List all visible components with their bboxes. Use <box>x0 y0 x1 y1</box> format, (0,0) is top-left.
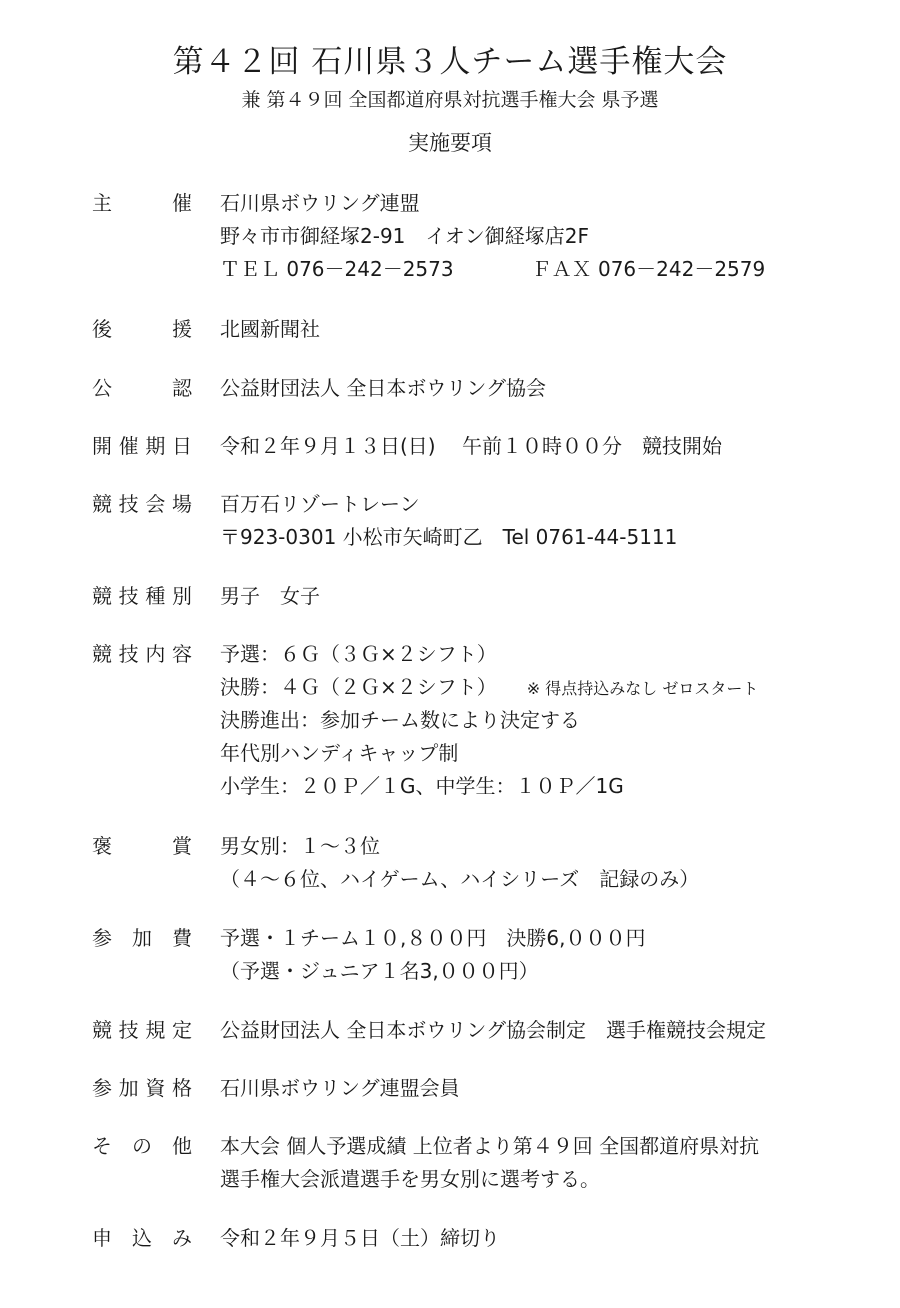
document-heading: 実施要項 <box>408 131 492 155</box>
format-handicap-detail: 小学生：２０Ｐ／１G、中学生：１０Ｐ／1G <box>220 774 624 798</box>
section-content <box>220 580 890 613</box>
section-label: そ の 他 <box>92 1134 192 1158</box>
section-label: 競 技 内 容 <box>92 642 192 666</box>
application-deadline: 令和２年９月５日（土）締切り <box>220 1226 500 1250</box>
section-content <box>220 488 890 554</box>
format-final: 決勝：４Ｇ（２Ｇ×２シフト） ※ 得点持込みなし ゼロスタート <box>220 675 759 699</box>
section-label: 開 催 期 日 <box>92 434 192 458</box>
host-contact <box>220 253 890 286</box>
venue-address: 〒923-0301 小松市矢崎町乙 Tel 0761-44-5111 <box>220 525 678 549</box>
host-org: 石川県ボウリング連盟 <box>220 191 420 215</box>
approval-text: 公益財団法人 全日本ボウリング協会 <box>220 376 546 400</box>
section-content <box>220 1014 890 1047</box>
category-text: 男子 女子 <box>220 584 320 608</box>
format-handicap: 年代別ハンディキャップ制 <box>220 741 459 765</box>
format-note: ※ 得点持込みなし ゼロスタート <box>526 679 759 698</box>
other-line-2: 選手権大会派遣選手を男女別に選考する。 <box>220 1167 600 1191</box>
section-label: 後 援 <box>92 317 192 341</box>
section-label: 競 技 会 場 <box>92 492 192 516</box>
section-content <box>220 313 890 346</box>
section-label: 競 技 種 別 <box>92 584 192 608</box>
host-fax: ＦＡＸ 076－242－2579 <box>531 257 766 281</box>
section-content <box>220 372 890 405</box>
section-content <box>220 187 890 286</box>
section-content <box>220 638 890 803</box>
host-tel: ＴＥＬ 076－242－2573 <box>220 257 454 281</box>
section-content <box>220 922 890 988</box>
format-advance: 決勝進出：参加チーム数により決定する <box>220 708 580 732</box>
awards-record: （４～６位、ハイゲーム、ハイシリーズ 記録のみ） <box>220 867 700 891</box>
document-title: 第４２回 石川県３人チーム選手権大会 <box>172 44 728 80</box>
host-address: 野々市市御経塚2-91 イオン御経塚店2F <box>220 224 590 248</box>
support-text: 北國新聞社 <box>220 317 320 341</box>
date-text: 令和２年９月１３日(日) 午前１０時００分 競技開始 <box>220 434 722 458</box>
section-content <box>220 430 890 463</box>
section-content <box>220 830 890 896</box>
fee-junior: （予選・ジュニア１名3,０００円） <box>220 959 539 983</box>
section-content <box>220 1222 890 1255</box>
awards-main: 男女別：１～３位 <box>220 834 380 858</box>
other-line-1: 本大会 個人予選成績 上位者より第４９回 全国都道府県対抗 <box>220 1134 760 1158</box>
section-label: 競 技 規 定 <box>92 1018 192 1042</box>
section-label: 参 加 資 格 <box>92 1076 192 1100</box>
document-subtitle: 兼 第４９回 全国都道府県対抗選手権大会 県予選 <box>241 89 659 111</box>
section-label: 公 認 <box>92 376 192 400</box>
section-label: 参 加 費 <box>92 926 192 950</box>
section-label: 褒 賞 <box>92 834 192 858</box>
eligibility-text: 石川県ボウリング連盟会員 <box>220 1076 460 1100</box>
section-content <box>220 1072 890 1105</box>
section-label: 主 催 <box>92 191 192 215</box>
venue-name: 百万石リゾートレーン <box>220 492 420 516</box>
format-prelim: 予選：６Ｇ（３Ｇ×２シフト） <box>220 642 497 666</box>
section-label: 申 込 み <box>92 1226 192 1250</box>
fee-main: 予選・１チーム１０,８００円 決勝6,０００円 <box>220 926 646 950</box>
rules-text: 公益財団法人 全日本ボウリング協会制定 選手権競技会規定 <box>220 1018 766 1042</box>
section-content <box>220 1130 890 1196</box>
